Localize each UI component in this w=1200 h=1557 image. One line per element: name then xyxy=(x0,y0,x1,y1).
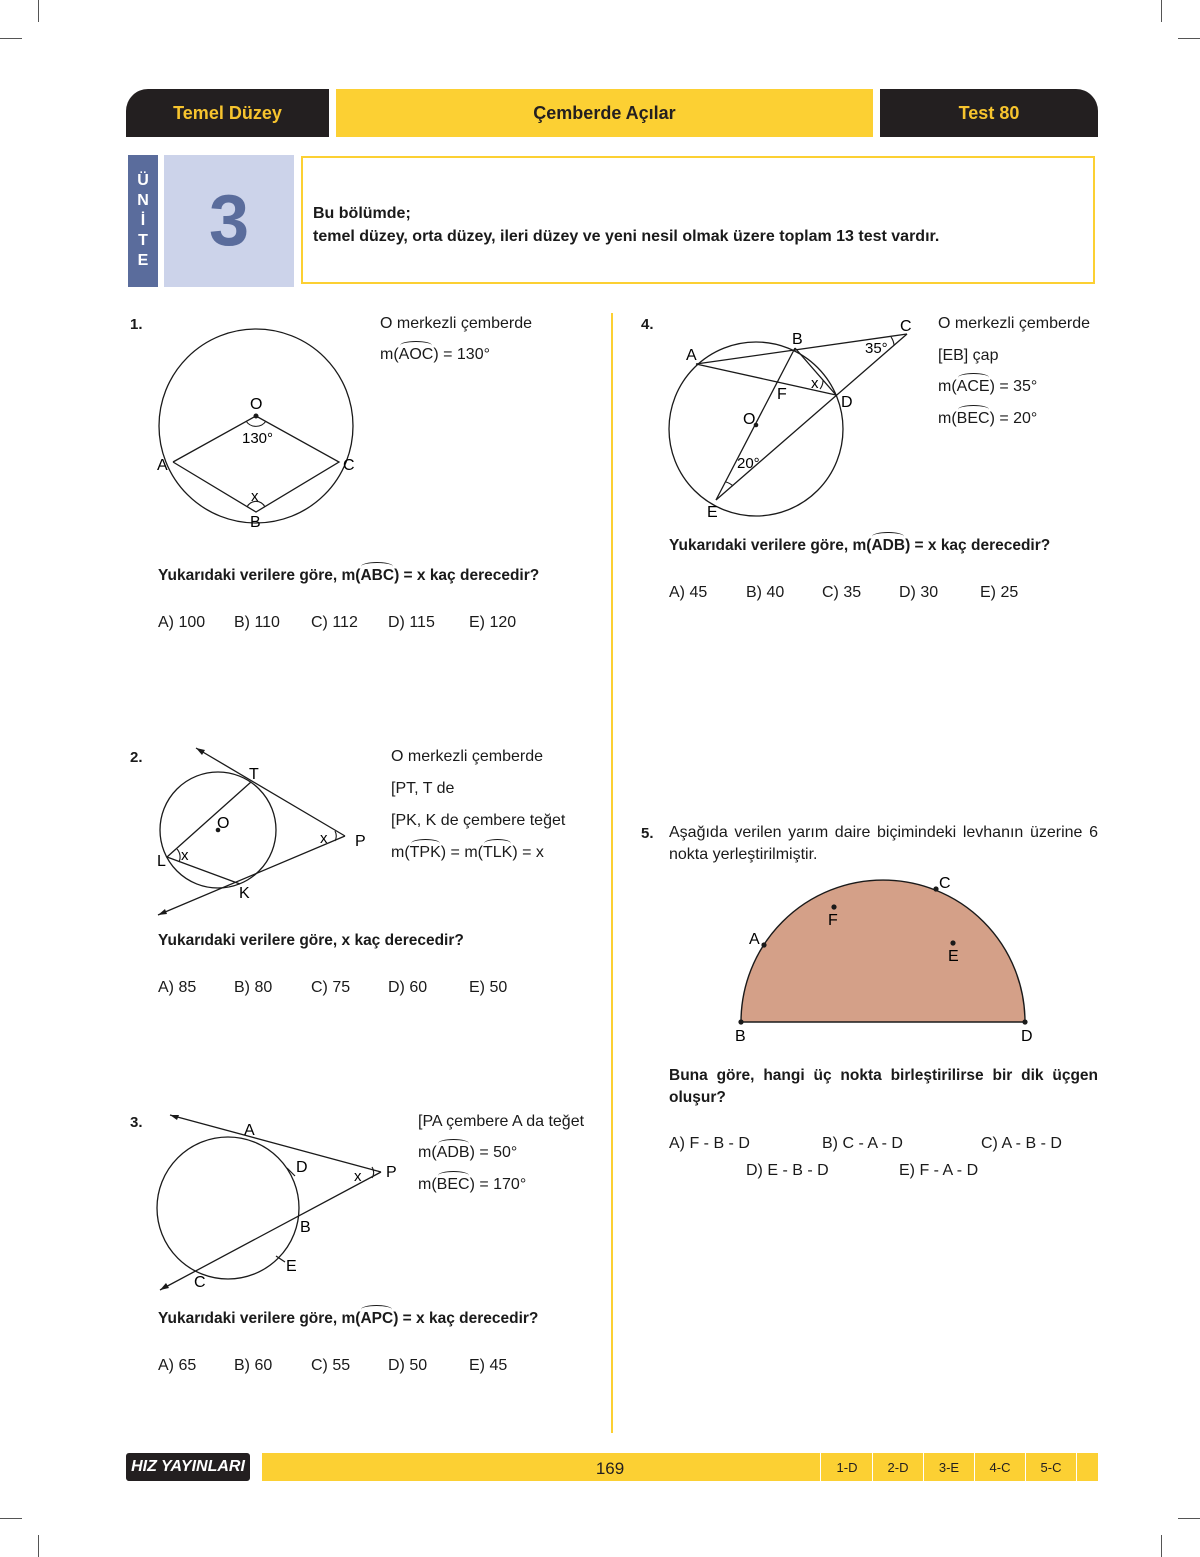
unit-letter: Ü xyxy=(137,172,149,189)
q3-given-2 xyxy=(418,1144,517,1162)
q5-label-e: E xyxy=(948,948,959,965)
q4-label-x: x xyxy=(811,375,819,392)
q4-label-d: D xyxy=(841,394,853,411)
q2-given-4 xyxy=(391,844,544,862)
q1-option-c[interactable]: C) 112 xyxy=(311,614,358,631)
q2-label-k: K xyxy=(239,885,250,902)
q2-option-d[interactable]: D) 60 xyxy=(388,979,428,996)
intro-box xyxy=(301,156,1095,284)
header-level: Temel Düzey xyxy=(126,89,329,137)
unit-letter: E xyxy=(137,252,149,269)
q4-question-prefix: Yukarıdaki verilere göre, m( xyxy=(669,537,872,554)
q2-given-4-arc-2: TLK xyxy=(483,844,513,861)
unit-letter: İ xyxy=(140,212,146,229)
q4-option-c[interactable]: C) 35 xyxy=(822,584,862,601)
q5-option-b[interactable]: B) C - A - D xyxy=(822,1135,903,1152)
q3-label-a: A xyxy=(244,1122,255,1139)
q2-label-l: L xyxy=(157,853,166,870)
question-number: 4. xyxy=(641,316,654,333)
q4-label-a: A xyxy=(686,347,697,364)
q3-given-2-arc: ADB xyxy=(436,1144,470,1161)
q1-question-arc: ABC xyxy=(360,567,395,584)
crop-mark xyxy=(0,1518,22,1519)
q3-question-arc: APC xyxy=(360,1310,394,1327)
q5-text-line-2: nokta yerleştirilmiştir. xyxy=(669,846,818,863)
q2-question: Yukarıdaki verilere göre, x kaç derecedir? xyxy=(158,932,464,949)
q1-given-2-suffix: ) = 130° xyxy=(433,346,490,363)
q4-label-angle-35: 35° xyxy=(865,340,888,357)
crop-mark xyxy=(1161,1535,1162,1557)
q1-given-2-prefix: m( xyxy=(380,346,399,363)
q2-figure xyxy=(150,742,390,922)
q4-given-3-arc: ACE xyxy=(956,378,990,395)
q4-given-3 xyxy=(938,378,1037,396)
crop-mark xyxy=(1161,0,1162,22)
question-number: 5. xyxy=(641,825,654,842)
question-number: 1. xyxy=(130,316,143,333)
q4-option-d[interactable]: D) 30 xyxy=(899,584,939,601)
q1-option-e[interactable]: E) 120 xyxy=(469,614,517,631)
q4-label-f: F xyxy=(777,386,787,403)
q5-label-c: C xyxy=(939,875,951,892)
q3-option-e[interactable]: E) 45 xyxy=(469,1357,508,1374)
q2-given-4-prefix: m( xyxy=(391,844,410,861)
q3-option-b[interactable]: B) 60 xyxy=(234,1357,273,1374)
q3-label-p: P xyxy=(386,1164,397,1181)
q3-given-1: [PA çembere A da teğet xyxy=(418,1113,585,1130)
q2-label-p: P xyxy=(355,833,366,850)
header-topic: Çemberde Açılar xyxy=(336,89,873,137)
q4-label-b: B xyxy=(792,331,803,348)
intro-line-2: temel düzey, orta düzey, ileri düzey ve yeni nesil olmak üzere toplam 13 test vardır. xyxy=(313,228,940,245)
q1-label-b: B xyxy=(250,514,261,531)
q4-question-suffix: ) = x kaç derecedir? xyxy=(905,537,1051,554)
q2-option-c[interactable]: C) 75 xyxy=(311,979,351,996)
q3-label-b: B xyxy=(300,1219,311,1236)
q5-option-a[interactable]: A) F - B - D xyxy=(669,1135,750,1152)
q2-label-x2: x xyxy=(181,847,189,864)
q2-given-4-suffix: ) = x xyxy=(512,844,544,861)
question-number: 2. xyxy=(130,749,143,766)
unit-label-strip xyxy=(128,155,158,287)
q5-option-e[interactable]: E) F - A - D xyxy=(899,1162,979,1179)
crop-mark xyxy=(38,0,39,22)
q4-given-4-suffix: ) = 20° xyxy=(989,410,1038,427)
q4-label-e: E xyxy=(707,504,718,521)
q1-label-angle: 130° xyxy=(242,430,274,447)
q4-given-1: O merkezli çemberde xyxy=(938,315,1091,332)
q1-option-d[interactable]: D) 115 xyxy=(388,614,435,631)
crop-mark xyxy=(1178,38,1200,39)
q2-label-x1: x xyxy=(320,830,328,847)
header-test-number: Test 80 xyxy=(880,89,1098,137)
q2-given-4-middle: ) = m( xyxy=(440,844,483,861)
q4-given-3-prefix: m( xyxy=(938,378,957,395)
q3-question-prefix: Yukarıdaki verilere göre, m( xyxy=(158,1310,361,1327)
semicircle-plate xyxy=(741,880,1025,1022)
q3-option-c[interactable]: C) 55 xyxy=(311,1357,351,1374)
answer-key-item: 1-D xyxy=(836,1459,858,1475)
q3-figure xyxy=(150,1108,410,1298)
answer-key-item: 4-C xyxy=(989,1459,1011,1475)
q2-given-3: [PK, K de çembere teğet xyxy=(391,812,566,829)
q2-given-4-arc-1: TPK xyxy=(409,844,441,861)
q1-question xyxy=(158,567,539,585)
q1-label-x: x xyxy=(251,488,259,505)
q3-label-d: D xyxy=(296,1159,308,1176)
q4-option-e[interactable]: E) 25 xyxy=(980,584,1019,601)
q5-question-line-1: Buna göre, hangi üç nokta birleştirilirse bir dik üçgen xyxy=(669,1067,1098,1084)
q5-option-c[interactable]: C) A - B - D xyxy=(981,1135,1062,1152)
q1-given-2 xyxy=(380,346,490,364)
q2-label-o: O xyxy=(217,815,230,832)
q4-option-a[interactable]: A) 45 xyxy=(669,584,708,601)
answer-separator xyxy=(820,1453,821,1481)
unit-letter: N xyxy=(137,192,149,209)
unit-number: 3 xyxy=(164,155,294,287)
q4-given-3-suffix: ) = 35° xyxy=(989,378,1038,395)
question-number: 3. xyxy=(130,1114,143,1131)
q1-option-b[interactable]: B) 110 xyxy=(234,614,280,631)
crop-mark xyxy=(38,1535,39,1557)
answer-separator xyxy=(1076,1453,1077,1481)
q4-question-arc: ADB xyxy=(871,537,906,554)
unit-letter: T xyxy=(138,232,148,249)
q4-label-angle-20: 20° xyxy=(737,455,760,472)
q3-option-a[interactable]: A) 65 xyxy=(158,1357,197,1374)
q5-label-a: A xyxy=(749,931,760,948)
publisher-logo: HIZ YAYINLARI xyxy=(126,1453,250,1481)
intro-line-1: Bu bölümde; xyxy=(313,205,411,222)
q2-option-a[interactable]: A) 85 xyxy=(158,979,197,996)
q1-question-suffix: ) = x kaç derecedir? xyxy=(394,567,540,584)
q4-given-2: [EB] çap xyxy=(938,347,999,364)
q4-given-4 xyxy=(938,410,1037,428)
q3-label-c: C xyxy=(194,1274,206,1291)
q1-given-1: O merkezli çemberde xyxy=(380,315,533,332)
q1-question-prefix: Yukarıdaki verilere göre, m( xyxy=(158,567,361,584)
q3-question xyxy=(158,1310,538,1328)
q4-option-b[interactable]: B) 40 xyxy=(746,584,785,601)
answer-key-item: 5-C xyxy=(1040,1459,1062,1475)
q3-label-e: E xyxy=(286,1258,297,1275)
q3-question-suffix: ) = x kaç derecedir? xyxy=(393,1310,539,1327)
q4-question xyxy=(669,537,1050,555)
column-divider xyxy=(611,313,613,1433)
crop-mark xyxy=(1178,1518,1200,1519)
q2-option-e[interactable]: E) 50 xyxy=(469,979,508,996)
q2-given-1: O merkezli çemberde xyxy=(391,748,544,765)
crop-mark xyxy=(0,38,22,39)
q5-label-f: F xyxy=(828,912,838,929)
q4-label-o: O xyxy=(743,411,756,428)
q3-given-2-suffix: ) = 50° xyxy=(469,1144,518,1161)
q4-label-c: C xyxy=(900,318,912,335)
q5-label-d: D xyxy=(1021,1028,1033,1045)
q2-option-b[interactable]: B) 80 xyxy=(234,979,273,996)
q3-label-x: x xyxy=(354,1168,362,1185)
q1-figure xyxy=(140,312,380,532)
q5-figure xyxy=(728,868,1038,1048)
q1-label-o: O xyxy=(250,396,263,413)
q1-label-c: C xyxy=(343,457,355,474)
q5-option-d[interactable]: D) E - B - D xyxy=(746,1162,829,1179)
q1-option-a[interactable]: A) 100 xyxy=(158,614,206,631)
q3-given-3-prefix: m( xyxy=(418,1176,437,1193)
q2-label-t: T xyxy=(249,766,259,783)
q5-label-b: B xyxy=(735,1028,746,1045)
q5-text-line-1: Aşağıda verilen yarım daire biçimindeki levhanın üzerine 6 xyxy=(669,824,1098,841)
q2-given-2: [PT, T de xyxy=(391,780,455,797)
answer-key-item: 3-E xyxy=(938,1459,960,1475)
q3-given-3 xyxy=(418,1176,526,1194)
q3-given-3-suffix: ) = 170° xyxy=(469,1176,527,1193)
q1-given-2-arc: AOC xyxy=(398,346,434,363)
q3-given-3-arc: BEC xyxy=(436,1176,470,1193)
q4-given-4-prefix: m( xyxy=(938,410,957,427)
q4-given-4-arc: BEC xyxy=(956,410,990,427)
q1-label-a: A xyxy=(157,457,168,474)
answer-key-item: 2-D xyxy=(887,1459,909,1475)
q4-figure xyxy=(660,312,930,522)
q3-option-d[interactable]: D) 50 xyxy=(388,1357,428,1374)
page-number: 169 xyxy=(595,1459,625,1478)
q3-given-2-prefix: m( xyxy=(418,1144,437,1161)
q5-question-line-2: oluşur? xyxy=(669,1089,726,1106)
